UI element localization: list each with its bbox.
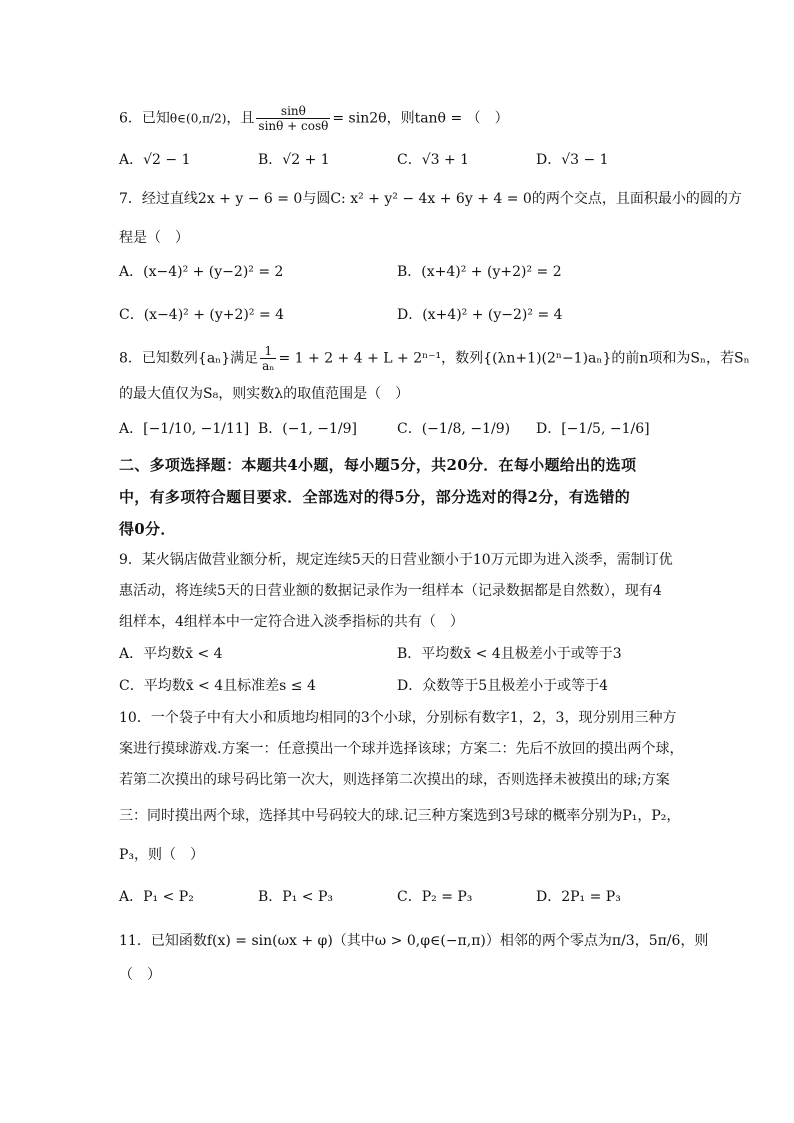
q7-option-c: C．(x−4)² + (y+2)² = 4	[119, 307, 285, 323]
q6-frac-num: sinθ	[256, 104, 330, 119]
q6-stem	[119, 104, 684, 133]
q11-line2: （ ）	[119, 967, 161, 983]
q6-fraction	[256, 104, 330, 133]
q6-option-b: B．√2 + 1	[258, 152, 330, 168]
q9-line2: 惠活动，将连续5天的日营业额的数据记录作为一组样本（记录数据都是自然数），现有4	[119, 583, 662, 599]
q10-option-a: A．P₁ < P₂	[119, 889, 194, 905]
q9-option-a: A．平均数x̄ < 4	[119, 646, 223, 662]
q10-line1: 10．一个袋子中有大小和质地均相同的3个小球，分别标有数字1，2，3，现分别用三种方	[119, 710, 677, 726]
section2-line2: 中，有多项符合题目要求．全部选对的得5分，部分选对的得2分，有选错的	[119, 488, 631, 506]
q6-rhs: = sin2θ，则tanθ = （ ）	[332, 110, 509, 127]
q8-fraction	[260, 344, 276, 373]
q6-frac-den: sinθ + cosθ	[258, 119, 329, 133]
q8-rest: = 1 + 2 + 4 + L + 2ⁿ⁻¹，数列{(λn+1)(2ⁿ−1)aₙ}的前n项和为Sₙ，若Sₙ	[278, 350, 750, 367]
q8-option-b: B．(−1, −1/9]	[258, 421, 358, 437]
q11-stem: 11．已知函数f(x) = sin(ωx + φ)（其中ω > 0,φ∈(−π,π)）相邻的两个零点为	[119, 933, 612, 949]
q10-line3: 若第二次摸出的球号码比第一次大，则选择第二次摸出的球，否则选择未被摸出的球;方案	[119, 772, 670, 788]
q6-option-d: D．√3 − 1	[536, 152, 609, 168]
q7-option-b: B．(x+4)² + (y+2)² = 2	[397, 264, 562, 280]
q7-line2: 程是（ ）	[119, 230, 189, 246]
q6-option-a: A．√2 − 1	[119, 152, 191, 168]
q10-line4: 三：同时摸出两个球，选择其中号码较大的球.记三种方案选到3号球的概率分别为P₁，P₂，	[119, 808, 681, 824]
q11-zeros: π/3，5π/6	[611, 933, 681, 949]
q7-option-d: D．(x+4)² + (y−2)² = 4	[397, 307, 563, 323]
q9-line1: 9．某火锅店做营业额分析，规定连续5天的日营业额小于10万元即为进入淡季，需制订优	[119, 552, 673, 568]
q7-option-a: A．(x−4)² + (y−2)² = 2	[119, 264, 284, 280]
q10-line2: 案进行摸球游戏.方案一：任意摸出一个球并选择该球；方案二：先后不放回的摸出两个球，	[119, 741, 684, 757]
q8-option-a: A．[−1/10, −1/11]	[119, 421, 250, 437]
q8-line1	[119, 344, 750, 373]
q6-condition: θ∈(0,π/2)	[169, 111, 227, 126]
q10-option-d: D．2P₁ = P₃	[536, 889, 621, 905]
q8-option-c: C．(−1/8, −1/9)	[397, 421, 511, 437]
q9-line3: 组样本，4组样本中一定符合进入淡季指标的共有（ ）	[119, 614, 464, 630]
q10-option-c: C．P₂ = P₃	[397, 889, 473, 905]
q10-option-b: B．P₁ < P₃	[258, 889, 333, 905]
q10-line5: P₃，则（ ）	[119, 847, 205, 863]
q6-mid: ，且	[226, 110, 255, 127]
q11-line1	[119, 931, 709, 951]
q8-frac-num: 1	[260, 344, 276, 359]
q8-option-d: D．[−1/5, −1/6]	[536, 421, 650, 437]
q9-option-d: D．众数等于5且极差小于或等于4	[397, 678, 609, 694]
section2-line1: 二、多项选择题：本题共4小题，每小题5分，共20分．在每小题给出的选项	[119, 456, 637, 474]
section2-line3: 得0分．	[119, 520, 176, 538]
q8-prefix: 8．已知数列{aₙ}满足	[119, 350, 259, 367]
q6-option-c: C．√3 + 1	[397, 152, 470, 168]
q9-option-b: B．平均数x̄ < 4且极差小于或等于3	[397, 646, 622, 662]
q11-tail: ，则	[680, 933, 709, 949]
q8-line2: 的最大值仅为S₈，则实数λ的取值范围是（ ）	[119, 386, 410, 402]
q6-prefix: 6．已知	[119, 110, 170, 127]
q7-line1: 7．经过直线2x + y − 6 = 0与圆C: x² + y² − 4x + 6y + 4 = 0的两个交点，且面积最小的圆的方	[119, 191, 742, 207]
q9-option-c: C．平均数x̄ < 4且标准差s ≤ 4	[119, 678, 316, 694]
q8-frac-den: aₙ	[262, 359, 275, 373]
